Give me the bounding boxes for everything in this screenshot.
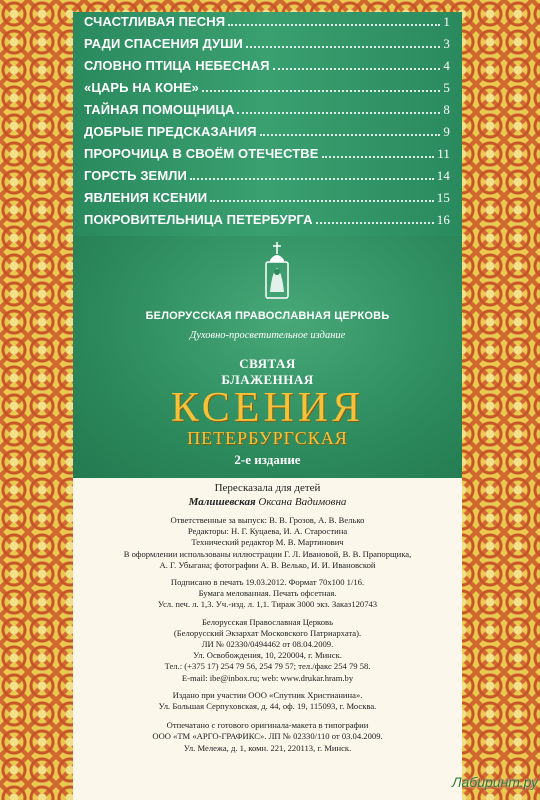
toc-leader bbox=[190, 178, 434, 180]
toc-leader bbox=[273, 68, 441, 70]
toc-row bbox=[73, 80, 462, 102]
toc-row bbox=[73, 146, 462, 168]
toc-page: 16 bbox=[436, 212, 450, 227]
imprint-line: (Белорусский Экзархат Московского Патриархата). bbox=[173, 627, 362, 638]
toc-page: 8 bbox=[443, 102, 450, 117]
imprint-line: ООО «ТМ «АРГО-ГРАФИКС». ЛП № 02330/110 от 03.04.2009. bbox=[152, 731, 383, 742]
imprint-line: Бумага мелованная. Печать офсетная. bbox=[198, 588, 337, 599]
imprint-line: Технический редактор М. В. Мартинович bbox=[191, 537, 344, 548]
toc-page: 15 bbox=[436, 190, 450, 205]
toc-row bbox=[73, 58, 462, 80]
imprint-line: ЛИ № 02330/0494462 от 08.04.2009. bbox=[201, 639, 334, 650]
toc-title: ПОКРОВИТЕЛЬНИЦА ПЕТЕРБУРГА bbox=[84, 212, 313, 227]
toc-title: СЛОВНО ПТИЦА НЕБЕСНАЯ bbox=[84, 58, 270, 73]
retold-label: Пересказала для детей bbox=[214, 482, 321, 494]
imprint-line: Отпечатано с готового оригинала-макета в типографии bbox=[166, 720, 369, 731]
title-line-1: СВЯТАЯ bbox=[239, 356, 296, 371]
toc-page: 3 bbox=[443, 36, 450, 51]
church-emblem-icon bbox=[264, 242, 290, 300]
toc-leader bbox=[246, 46, 441, 48]
toc-row bbox=[73, 168, 462, 190]
imprint-line: Издано при участии ООО «Спутник Христианина». bbox=[172, 689, 363, 700]
toc-page: 4 bbox=[443, 58, 450, 73]
toc-leader bbox=[202, 90, 441, 92]
toc-row bbox=[73, 190, 462, 212]
toc-page: 14 bbox=[436, 168, 450, 183]
book-title: КСЕНИЯ bbox=[170, 385, 365, 431]
toc-leader bbox=[237, 112, 440, 114]
toc-title: «ЦАРЬ НА КОНЕ» bbox=[84, 80, 199, 95]
imprint-line: Ул. Мележа, д. 1, комн. 221, 220113, г. Минск. bbox=[183, 742, 352, 753]
author bbox=[73, 495, 462, 509]
toc-title: ГОРСТЬ ЗЕМЛИ bbox=[84, 168, 187, 183]
toc-page: 1 bbox=[443, 14, 450, 29]
imprint-block bbox=[73, 478, 462, 754]
edition-type: Духовно-просветительное издание bbox=[189, 330, 346, 341]
imprint-line: E-mail: ibe@inbox.ru; web: www.drukar.hram.by bbox=[181, 672, 354, 683]
imprint-line: Ул. Большая Серпуховская, д. 44, оф. 19, 115093, г. Москва. bbox=[158, 701, 377, 712]
toc-page: 5 bbox=[443, 80, 450, 95]
church-name: БЕЛОРУССКАЯ ПРАВОСЛАВНАЯ ЦЕРКОВЬ bbox=[145, 310, 390, 322]
cover-block bbox=[73, 236, 462, 478]
toc-leader bbox=[260, 134, 441, 136]
author-name: Оксана Вадимовна bbox=[258, 496, 347, 508]
toc-title: ТАЙНАЯ ПОМОЩНИЦА bbox=[84, 102, 235, 117]
table-of-contents bbox=[73, 12, 462, 238]
toc-page: 9 bbox=[443, 124, 450, 139]
toc-leader bbox=[316, 222, 434, 224]
toc-row bbox=[73, 124, 462, 146]
imprint-line: Тел.: (+375 17) 254 79 56, 254 79 57; тел./факс 254 79 58. bbox=[164, 661, 371, 672]
imprint-line: Редакторы: Н. Г. Куцаева, И. А. Старостина bbox=[187, 526, 348, 537]
imprint-line: Ул. Освобождения, 10, 220004, г. Минск. bbox=[193, 650, 342, 661]
toc-leader bbox=[228, 24, 440, 26]
toc-leader bbox=[322, 156, 435, 158]
author-surname: Малишевская bbox=[188, 496, 256, 508]
toc-title: СЧАСТЛИВАЯ ПЕСНЯ bbox=[84, 14, 226, 29]
imprint-line: Усл. печ. л. 1,3. Уч.-изд. л. 1,1. Тираж 3000 экз. Заказ120743 bbox=[157, 599, 378, 610]
toc-page: 11 bbox=[437, 146, 450, 161]
toc-row bbox=[73, 14, 462, 36]
imprint-line: Ответственные за выпуск: В. В. Грозов, А. В. Велько bbox=[170, 515, 365, 525]
toc-row bbox=[73, 36, 462, 58]
edition-label: 2-е издание bbox=[234, 452, 301, 467]
toc-row bbox=[73, 102, 462, 124]
toc-leader bbox=[210, 200, 434, 202]
toc-title: ДОБРЫЕ ПРЕДСКАЗАНИЯ bbox=[84, 124, 257, 139]
watermark: Лабиринт.ру bbox=[451, 774, 538, 790]
imprint-line: Подписано в печать 19.03.2012. Формат 70x100 1/16. bbox=[170, 577, 365, 588]
book-title-2: ПЕТЕРБУРГСКАЯ bbox=[187, 428, 348, 448]
imprint-line: А. Г. Убыгана; фотографии А. В. Велько, И. И. Ивановской bbox=[159, 559, 376, 570]
toc-title: ЯВЛЕНИЯ КСЕНИИ bbox=[84, 190, 208, 205]
toc-row bbox=[73, 212, 462, 234]
imprint-line: Белорусская Православная Церковь bbox=[201, 616, 334, 627]
title-line-2: БЛАЖЕННАЯ bbox=[221, 372, 314, 387]
imprint-line: В оформлении использованы иллюстрации Г. Л. Ивановой, В. В. Прапорщика, bbox=[123, 548, 412, 559]
toc-title: РАДИ СПАСЕНИЯ ДУШИ bbox=[84, 36, 243, 51]
toc-title: ПРОРОЧИЦА В СВОЁМ ОТЕЧЕСТВЕ bbox=[84, 146, 319, 161]
page-panel bbox=[73, 12, 462, 800]
